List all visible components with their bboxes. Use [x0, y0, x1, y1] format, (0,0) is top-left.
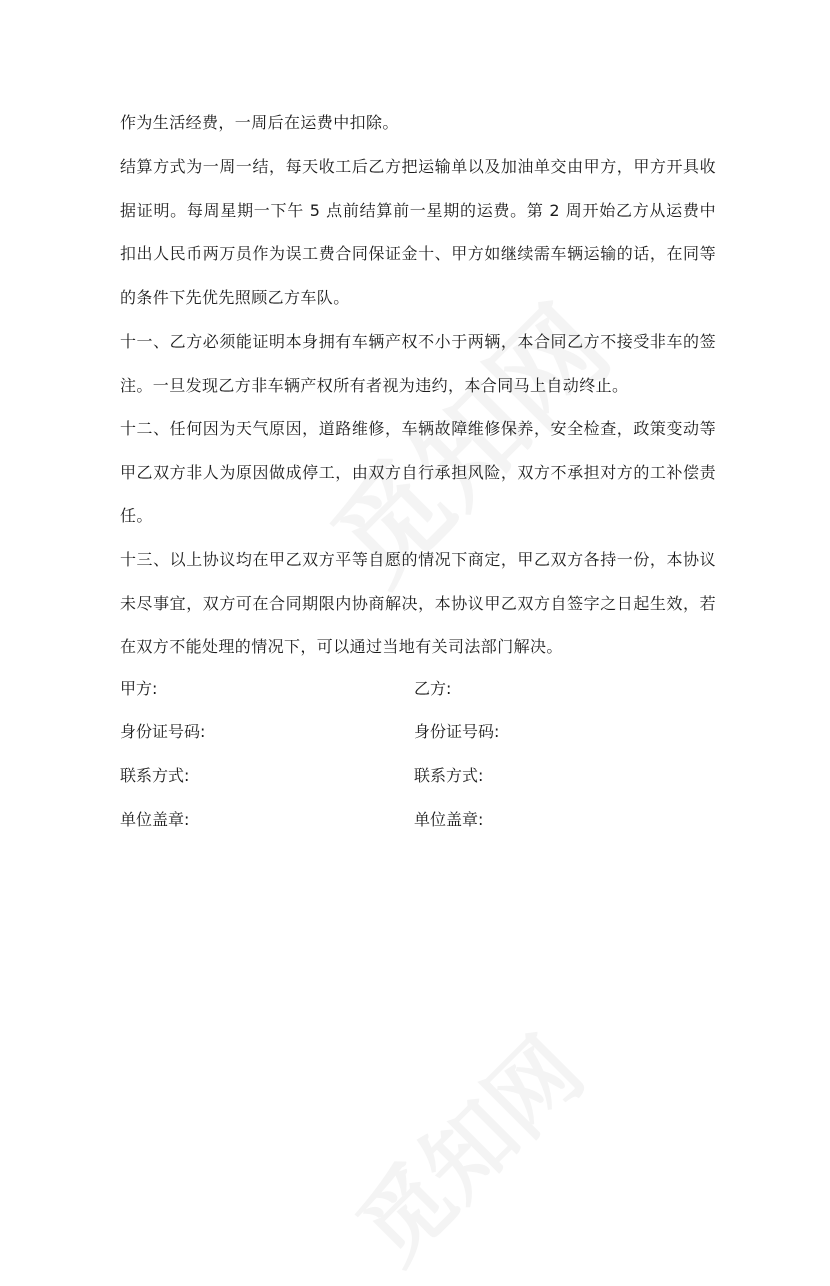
signature-row-seal [120, 805, 720, 835]
signature-row-contact [120, 761, 720, 791]
party-a-contact-label: 联系方式: [120, 766, 190, 785]
party-a-id-label: 身份证号码: [120, 722, 206, 741]
signature-row-party [120, 674, 720, 704]
party-a-label: 甲方: [120, 679, 158, 698]
paragraph-clause-12: 十二、任何因为天气原因，道路维修，车辆故障维修保养，安全检查，政策变动等甲乙双方非人为原因做成停工，由双方自行承担风险，双方不承担对方的工补偿责任。 [120, 419, 716, 525]
signature-row-id [120, 717, 720, 747]
paragraph-intro: 作为生活经费，一周后在运费中扣除。 [120, 113, 399, 132]
party-b-contact-label: 联系方式: [414, 766, 484, 785]
paragraph-clause-11: 十一、乙方必须能证明本身拥有车辆产权不小于两辆，本合同乙方不接受非车的签注。一旦发现乙方非车辆产权所有者视为违约，本合同马上自动终止。 [120, 332, 716, 395]
party-b-label: 乙方: [414, 679, 452, 698]
party-b-id-label: 身份证号码: [414, 722, 500, 741]
party-b-seal-label: 单位盖章: [414, 810, 484, 829]
party-a-seal-label: 单位盖章: [120, 810, 190, 829]
paragraph-clause-13: 十三、以上协议均在甲乙双方平等自愿的情况下商定，甲乙双方各持一份，本协议未尽事宜，双方可在合同期限内协商解决，本协议甲乙双方自签字之日起生效，若在双方不能处理的情况下，可以通过当地有关司法部门解决。 [120, 550, 716, 656]
watermark-bottom [324, 1004, 607, 1286]
paragraph-settlement: 结算方式为一周一结，每天收工后乙方把运输单以及加油单交由甲方，甲方开具收据证明。每周星期一下午 5 点前结算前一星期的运费。第 2 周开始乙方从运费中扣出人民币两万员作为误工费合同保证金十、甲方如继续需车辆运输的话，在同等的条件下先优先照顾乙方车队。 [120, 157, 716, 307]
